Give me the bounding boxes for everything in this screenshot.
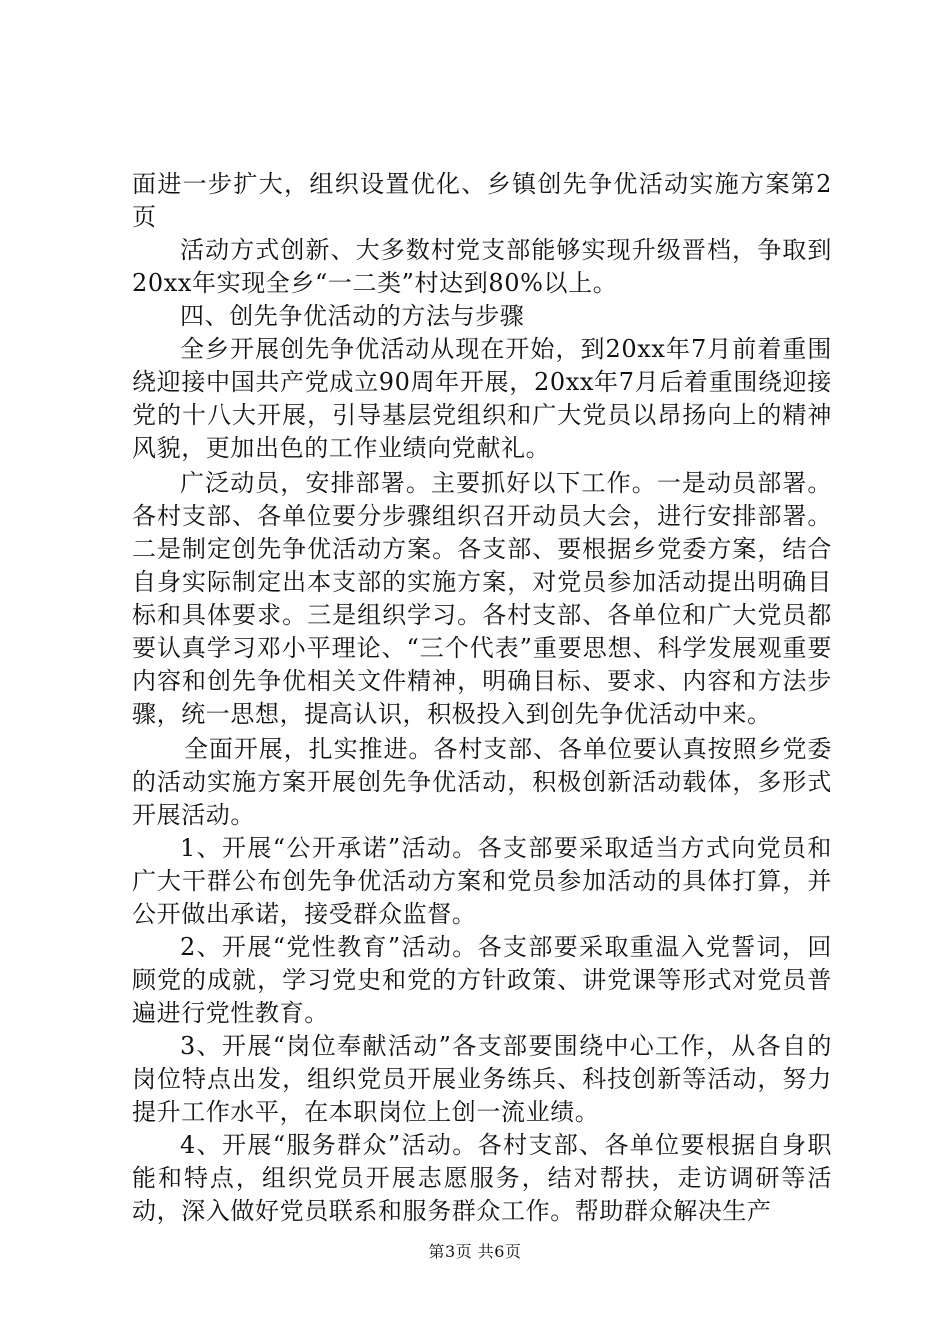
paragraph-mobilization: 广泛动员，安排部署。主要抓好以下工作。一是动员部署。各村支部、各单位要分步骤组织召开动员大会，进行安排部署。二是制定创先争优活动方案。各支部、要根据乡党委方案，结合自身实际制定出本支部的实施方案，对党员参加活动提出明确目标和具体要求。三是组织学习。各村支部、各单位和广大党员都要认真学习邓小平理论、“三个代表”重要思想、科学发展观重要内容和创先争优相关文件精神，明确目标、要求、内容和方法步骤，统一思想，提高认识，积极投入到创先争优活动中来。 (132, 469, 832, 728)
document-body (132, 168, 832, 1228)
page-number-footer: 第3页 共6页 (428, 1242, 522, 1261)
section-heading-methods-steps: 四、创先争优活动的方法与步骤 (180, 302, 525, 330)
paragraph-timeline: 全乡开展创先争优活动从现在开始，到20xx年7月前着重围绕迎接中国共产党成立90周年开展，20xx年7月后着重围绕迎接党的十八大开展，引导基层党组织和广大党员以昂扬向上的精神风貌，更加出色的工作业绩向党献礼。 (132, 335, 832, 462)
list-item-party-education: 2、开展“党性教育”活动。各支部要采取重温入党誓词，回顾党的成就，学习党史和党的方针政策、讲党课等形式对党员普遍进行党性教育。 (132, 933, 832, 1027)
list-item-serving-masses: 4、开展“服务群众”活动。各村支部、各单位要根据自身职能和特点，组织党员开展志愿服务，结对帮扶，走访调研等活动，深入做好党员联系和服务群众工作。帮助群众解决生产 (132, 1131, 832, 1225)
paragraph-full-rollout: 全面开展，扎实推进。各村支部、各单位要认真按照乡党委的活动实施方案开展创先争优活动，积极创新活动载体，多形式开展活动。 (132, 735, 832, 829)
paragraph-continued: 面进一步扩大，组织设置优化、乡镇创先争优活动实施方案第2页 (132, 170, 832, 231)
list-item-public-commitment: 1、开展“公开承诺”活动。各支部要采取适当方式向党员和广大干群公布创先争优活动方案和党员参加活动的具体打算，并公开做出承诺，接受群众监督。 (132, 834, 832, 928)
paragraph-activity-innovation: 活动方式创新、大多数村党支部能够实现升级晋档，争取到20xx年实现全乡“一二类”村达到80%以上。 (132, 236, 832, 297)
list-item-job-dedication: 3、开展“岗位奉献活动”各支部要围绕中心工作，从各自的岗位特点出发，组织党员开展业务练兵、科技创新等活动，努力提升工作水平，在本职岗位上创一流业绩。 (132, 1032, 832, 1126)
